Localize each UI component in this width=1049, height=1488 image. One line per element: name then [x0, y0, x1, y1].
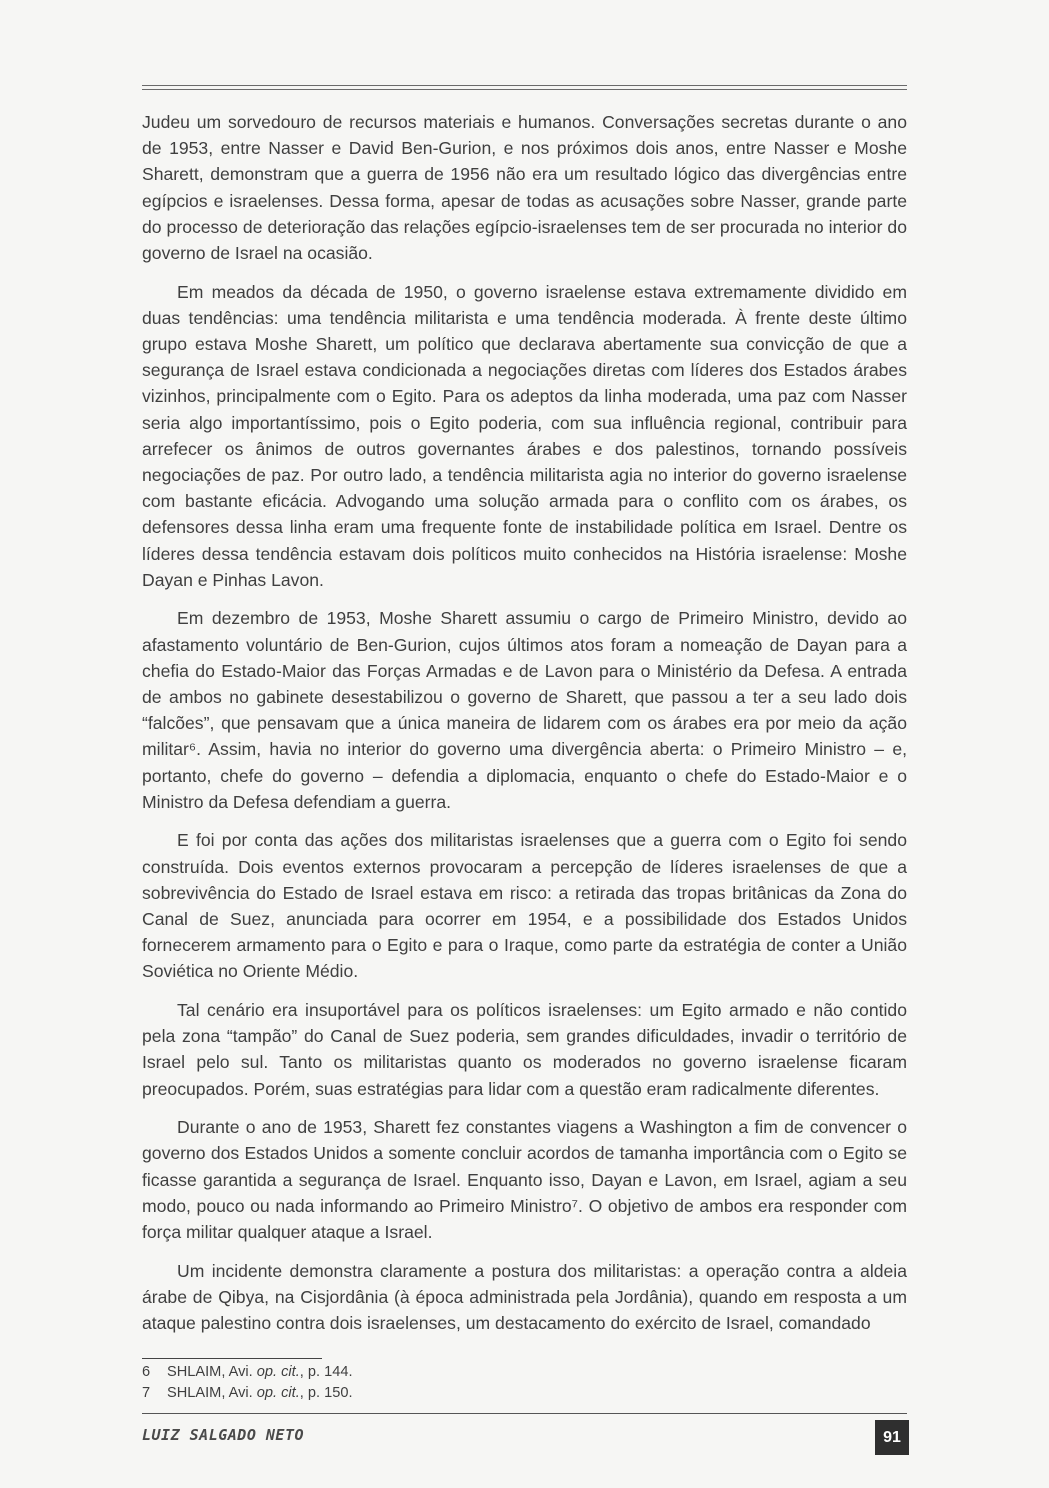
- footnote-ref: op. cit.: [256, 1364, 300, 1380]
- paragraph-7: Um incidente demonstra claramente a postura dos militaristas: a operação contra a aldeia árabe de Qibya, na Cisjordânia (à época administrada pela Jordânia), quando em resposta a um ataque palestino contra dois israelenses, um destacamento do exército de Israel, comandado: [142, 1260, 907, 1334]
- footnote-separator: [142, 1358, 322, 1359]
- footnote-author: SHLAIM, Avi.: [167, 1364, 253, 1380]
- footnote-number: 7: [142, 1384, 151, 1401]
- footnote-number: 6: [142, 1364, 151, 1380]
- body-text: [142, 109, 907, 1349]
- footnote-text: [167, 1362, 353, 1383]
- footnote-page: , p. 150.: [299, 1384, 353, 1401]
- paragraph-3: Em dezembro de 1953, Moshe Sharett assumiu o cargo de Primeiro Ministro, devido ao afastamento voluntário de Ben-Gurion, cujos últimos atos foram a nomeação de Dayan para a chefia do Estado-Maior das Forças Armadas e de Lavon para o Ministério da Defesa. A entrada de ambos no gabinete desestabilizou o governo de Sharett, que passou a ter a seu lado dois “falcões”, que pensavam que a única maneira de lidarem com os árabes era por meio da ação militar⁶. Assim, havia no interior do governo uma divergência aberta: o Primeiro Ministro – e, portanto, chefe do governo – defendia a diplomacia, enquanto o chefe do Estado-Maior e o Ministro da Defesa defendiam a guerra.: [142, 608, 907, 812]
- footnote-7: [142, 1383, 907, 1404]
- paragraph-2: Em meados da década de 1950, o governo israelense estava extremamente dividido em duas tendências: uma tendência militarista e uma tendência moderada. À frente deste último grupo estava Moshe Sharett, um político que declarava abertamente sua convicção de que a segurança de Israel estava condicionada a negociações diretas com líderes dos Estados árabes vizinhos, principalmente com o Egito. Para os adeptos da linha moderada, uma paz com Nasser seria algo importantíssimo, pois o Egito poderia, com sua influência regional, contribuir para arrefecer os ânimos de outros governantes árabes e dos palestinos, tornando possíveis negociações de paz. Por outro lado, a tendência militarista agia no interior do governo israelense com bastante eficácia. Advogando uma solução armada para o conflito com os árabes, os defensores dessa linha eram uma frequente fonte de instabilidade política em Israel. Dentre os líderes dessa tendência estavam dois políticos muito conhecidos na História israelense: Moshe Dayan e Pinhas Lavon.: [142, 281, 907, 590]
- footnote-author: SHLAIM, Avi.: [167, 1384, 253, 1401]
- page-number-badge: 91: [875, 1420, 909, 1455]
- footer-author: LUIZ SALGADO NETO: [142, 1426, 305, 1444]
- paragraph-6: Durante o ano de 1953, Sharett fez constantes viagens a Washington a fim de convencer o governo dos Estados Unidos a somente concluir acordos de tamanha importância com o Egito se ficasse garantida a segurança de Israel. Enquanto isso, Dayan e Lavon, em Israel, agiam a seu modo, pouco ou nada informando ao Primeiro Ministro⁷. O objetivo de ambos era responder com força militar qualquer ataque a Israel.: [142, 1117, 907, 1243]
- paragraph-5: Tal cenário era insuportável para os políticos israelenses: um Egito armado e não contido pela zona “tampão” do Canal de Suez poderia, sem grandes dificuldades, invadir o território de Israel pelo sul. Tanto os militaristas quanto os moderados no governo israelense ficaram preocupados. Porém, suas estratégias para lidar com a questão eram radicalmente diferentes.: [142, 1000, 907, 1099]
- paragraph-1: Judeu um sorvedouro de recursos materiais e humanos. Conversações secretas durante o ano de 1953, entre Nasser e David Ben-Gurion, e nos próximos dois anos, entre Nasser e Moshe Sharett, demonstram que a guerra de 1956 não era um resultado lógico das divergências entre egípcios e israelenses. Dessa forma, apesar de todas as acusações sobre Nasser, grande parte do processo de deterioração das relações egípcio-israelenses tem de ser procurada no interior do governo de Israel na ocasião.: [142, 112, 907, 264]
- header-rule-bottom: [142, 89, 907, 90]
- header-rule-top: [142, 85, 907, 86]
- footnote-6: [142, 1362, 907, 1383]
- footnotes: [142, 1362, 907, 1403]
- footer-rule: [142, 1413, 907, 1414]
- footnote-text: [167, 1383, 353, 1404]
- paragraph-4: E foi por conta das ações dos militaristas israelenses que a guerra com o Egito foi sendo construída. Dois eventos externos provocaram a percepção de líderes israelenses de que a sobrevivência do Estado de Israel estava em risco: a retirada das tropas britânicas da Zona do Canal de Suez, anunciada para ocorrer em 1954, e a possibilidade dos Estados Unidos fornecerem armamento para o Egito e para o Iraque, como parte da estratégia de conter a União Soviética no Oriente Médio.: [142, 830, 907, 982]
- footnote-page: , p. 144.: [299, 1364, 353, 1380]
- footnote-ref: op. cit.: [256, 1384, 300, 1401]
